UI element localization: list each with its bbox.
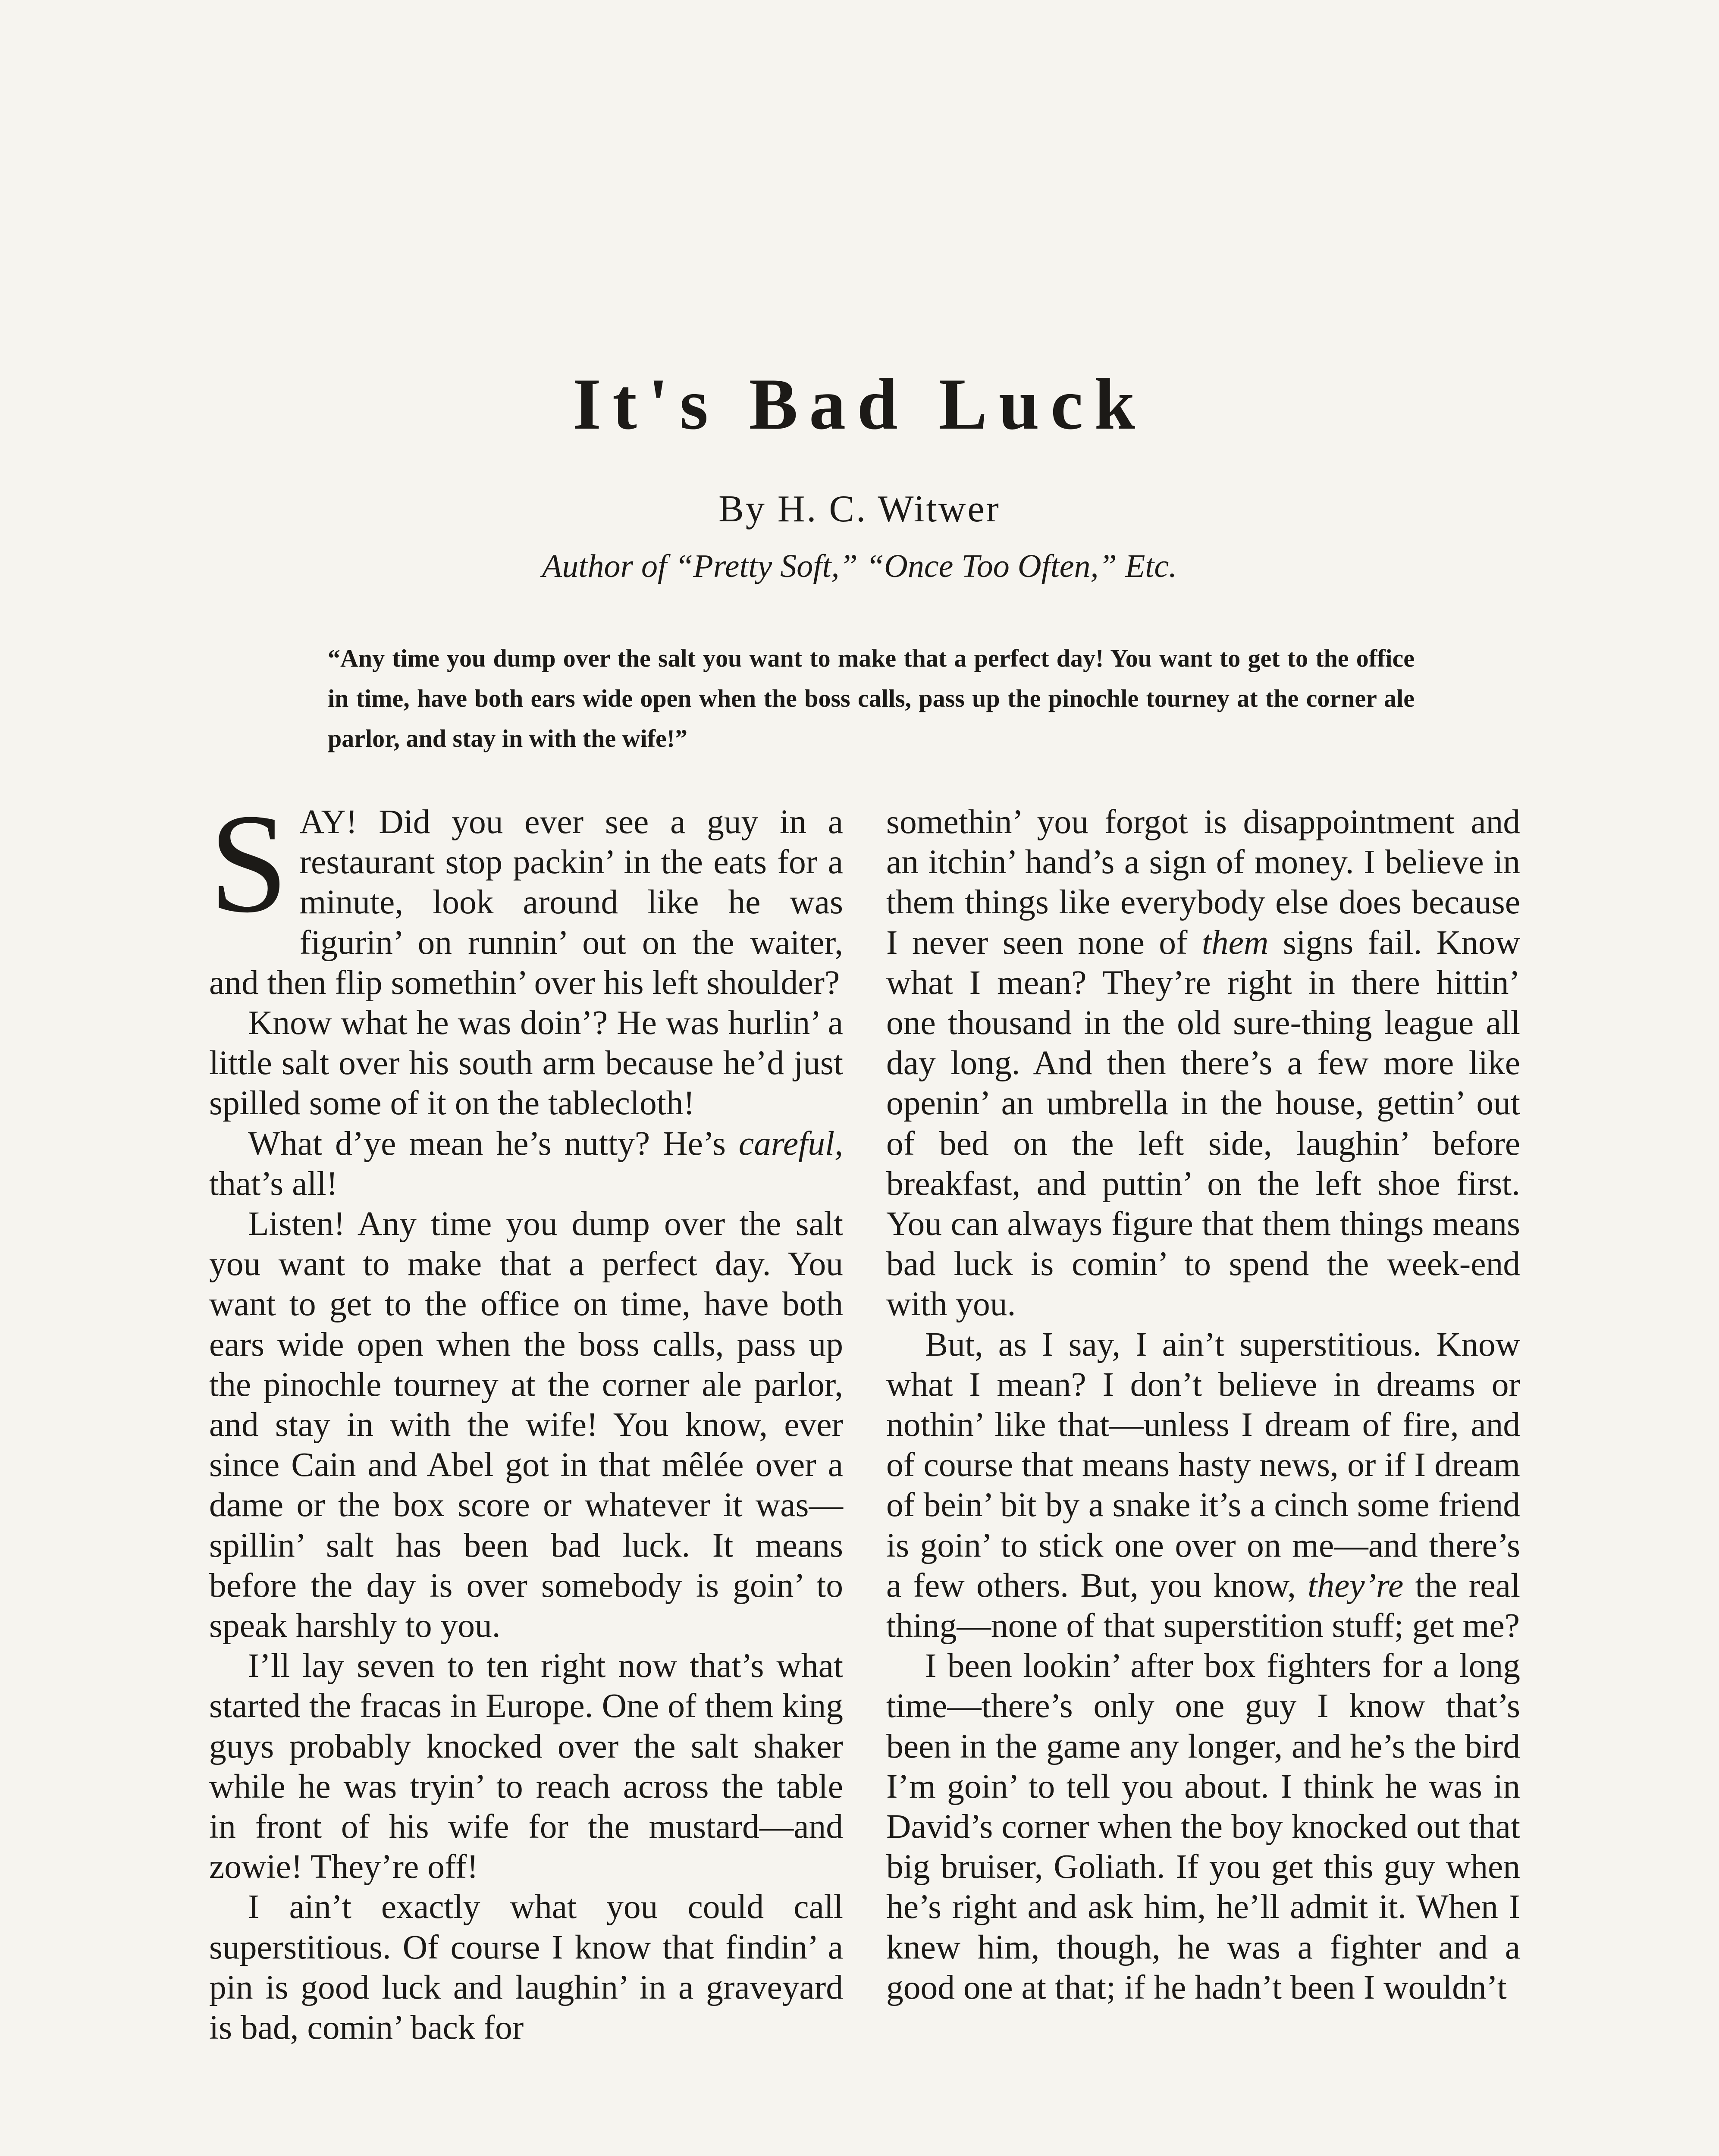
credit-etc: Etc. [1125, 548, 1177, 584]
credit-work: “Pretty Soft,” [675, 548, 858, 584]
left-column [209, 785, 844, 2048]
paragraph [209, 1124, 843, 1204]
paragraph-text: somethin’ you forgot is disappointment and an itchin’ hand’s a sign of money. I believe in them things like everybody else does because I never seen none of [886, 803, 1520, 962]
paragraph: Listen! Any time you dump over the salt you want to make that a perfect day. You want to get to the office on time, have both ears wide open when the boss calls, pass up the pinochle tourney at the corner ale parlor, and stay in with the wife! You know, ever since Cain and Abel got in that mêlée over a dame or the box score or whatever it was—spillin’ salt has been bad luck. It means before the day is over somebody is goin’ to speak harshly to you. [209, 1205, 843, 1645]
emphasis: them [1201, 923, 1269, 962]
paragraph-text: What d’ye mean he’s nutty? He’s [248, 1124, 726, 1163]
paragraph: I ain’t exactly what you could call superstitious. Of course I know that findin’ a pin is good luck and laughin’ in a graveyard is bad, comin’ back for [209, 1888, 843, 2047]
paragraph [886, 802, 1520, 1325]
paragraph [209, 785, 843, 1003]
drop-cap: S [209, 785, 289, 942]
paragraph-text: that’s all! [209, 1164, 338, 1203]
author-credit [0, 548, 1719, 585]
paragraph: Know what he was doin’? He was hurlin’ a little salt over his south arm because he’d just spilled some of it on the tablecloth! [209, 1004, 843, 1122]
paragraph-text: But, as I say, I ain’t superstitious. Know what I mean? I don’t believe in dreams or nothin’ like that—unless I dream of fire, and of course that means hasty news, or if I dream of bein’ bit by a snake it’s a cinch some friend is goin’ to stick one over on me—and there’s a few others. But, you know, [886, 1325, 1520, 1604]
article-title: It's Bad Luck [572, 364, 1147, 445]
emphasis: they’re [1308, 1566, 1404, 1604]
paragraph-text: signs fail. Know what I mean? They’re right in there hittin’ one thousand in the old sure-thing league all day long. And then there’s a few more like openin’ an umbrella in the house, gettin’ out of bed on the left side, laughin’ before breakfast, and puttin’ on the left shoe first. You can always figure that them things means bad luck is comin’ to spend the week-end with you. [886, 923, 1521, 1323]
paragraph-text: AY! Did you ever see a guy in a restaurant stop packin’ in the eats for a minute, look around like he was figurin’ on runnin’ out on the waiter, and then flip somethin’ over his left shoulder? [209, 803, 843, 1002]
credit-work: “Once Too Often,” [866, 548, 1117, 584]
article-byline: By H. C. Witwer [718, 488, 1001, 530]
right-column [886, 802, 1520, 2008]
article-teaser: “Any time you dump over the salt you want to make that a perfect day! You want to get to the office in time, have both ears wide open when the boss calls, pass up the pinochle tourney at the corner ale parlor, and stay in with the wife!” [328, 644, 1415, 752]
paragraph: I been lookin’ after box fighters for a long time—there’s only one guy I know that’s been in the game any longer, and he’s the bird I’m goin’ to tell you about. I think he was in David’s corner when the boy knocked out that big bruiser, Goliath. If you get this guy when he’s right and ask him, he’ll admit it. When I knew him, though, he was a fighter and a good one at that; if he hadn’t been I wouldn’t [886, 1647, 1520, 2006]
paragraph: I’ll lay seven to ten right now that’s what started the fracas in Europe. One of them king guys probably knocked over the salt shaker while he was tryin’ to reach across the table in front of his wife for the mustard—and zowie! They’re off! [209, 1647, 843, 1886]
paragraph-text: the real thing—none of that superstition stuff; get me? [886, 1566, 1521, 1645]
emphasis: careful, [738, 1124, 844, 1163]
credit-prefix: Author of [542, 548, 667, 584]
paragraph [886, 1325, 1520, 1646]
